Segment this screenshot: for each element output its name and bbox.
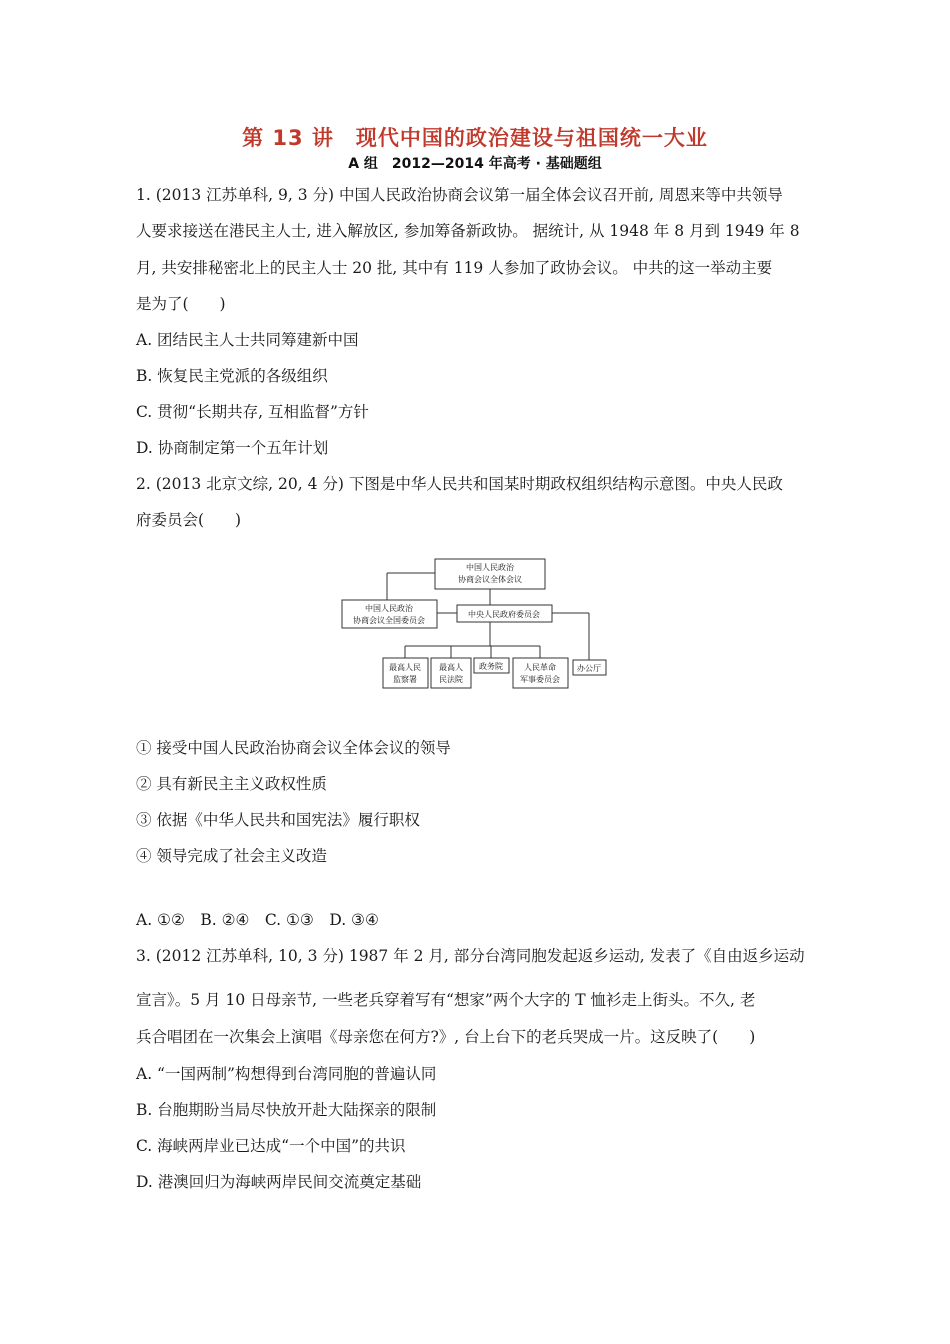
page-title: 第 13 讲 现代中国的政治建设与祖国统一大业 — [242, 126, 708, 150]
bottom-box-2-label-1: 最高人 — [439, 663, 463, 672]
bottom-box-2-label-2: 民法院 — [439, 675, 463, 684]
bottom-box-1-label-1: 最高人民 — [389, 663, 421, 672]
left-box-label-1: 中国人民政治 — [365, 604, 413, 613]
left-box-label-2: 协商会议全国委员会 — [353, 616, 425, 625]
center-box-label: 中央人民政府委员会 — [468, 610, 540, 619]
bottom-box-1-label-2: 监察署 — [393, 675, 417, 684]
bottom-box-4-label-2: 军事委员会 — [520, 675, 560, 684]
q1-option-a: A. 团结民主人士共同筹建新中国 — [136, 331, 359, 349]
section-subtitle: A 组 2012—2014 年高考 · 基础题组 — [348, 156, 602, 172]
q2-answer-options: A. ①② B. ②④ C. ①③ D. ③④ — [136, 911, 379, 929]
top-box-label-2: 协商会议全体会议 — [458, 575, 522, 584]
q1-stem-line-2: 人要求接送在港民主人士, 进入解放区, 参加筹备新政协。 据统计, 从 1948 年 8 月到 1949 年 8 — [136, 222, 800, 240]
q1-stem-line-4: 是为了( ) — [136, 295, 226, 313]
q1-option-b: B. 恢复民主党派的各级组织 — [136, 367, 328, 385]
q3-stem-line-3: 兵合唱团在一次集会上演唱《母亲您在何方?》, 台上台下的老兵哭成一片。这反映了( ) — [136, 1028, 756, 1046]
q3-option-a: A. “一国两制”构想得到台湾同胞的普遍认同 — [136, 1065, 437, 1083]
q2-statement-4: ④ 领导完成了社会主义改造 — [136, 847, 327, 865]
q3-stem-line-2: 宣言》。5 月 10 日母亲节, 一些老兵穿着写有“想家”两个大字的 T 恤衫走上街头。不久, 老 — [136, 991, 756, 1009]
q3-option-c: C. 海峡两岸业已达成“一个中国”的共识 — [136, 1137, 406, 1155]
bottom-box-5-label: 办公厅 — [577, 664, 601, 673]
q1-stem-line-3: 月, 共安排秘密北上的民主人士 20 批, 其中有 119 人参加了政协会议。 中共的这一举动主要 — [136, 259, 773, 277]
q3-option-b: B. 台胞期盼当局尽快放开赴大陆探亲的限制 — [136, 1101, 437, 1119]
q2-statement-3: ③ 依据《中华人民共和国宪法》履行职权 — [136, 811, 420, 829]
top-box-label-1: 中国人民政治 — [466, 563, 514, 572]
bottom-box-4-label-1: 人民革命 — [524, 663, 556, 672]
q1-option-d: D. 协商制定第一个五年计划 — [136, 439, 329, 457]
q3-stem-line-1: 3. (2012 江苏单科, 10, 3 分) 1987 年 2 月, 部分台湾同胞发起返乡运动, 发表了《自由返乡运动 — [136, 947, 805, 965]
q1-option-c: C. 贯彻“长期共存, 互相监督”方针 — [136, 403, 369, 421]
q1-stem-line-1: 1. (2013 江苏单科, 9, 3 分) 中国人民政治协商会议第一届全体会议召开前, 周恩来等中共领导 — [136, 186, 783, 204]
bottom-box-3-label: 政务院 — [479, 662, 503, 671]
q2-statement-2: ② 具有新民主主义政权性质 — [136, 775, 327, 793]
government-structure-diagram — [340, 556, 610, 691]
q2-statement-1: ① 接受中国人民政治协商会议全体会议的领导 — [136, 739, 451, 757]
q2-stem-line-1: 2. (2013 北京文综, 20, 4 分) 下图是中华人民共和国某时期政权组织结构示意图。中央人民政 — [136, 475, 783, 493]
q3-option-d: D. 港澳回归为海峡两岸民间交流奠定基础 — [136, 1173, 422, 1191]
q2-stem-line-2: 府委员会( ) — [136, 511, 242, 529]
